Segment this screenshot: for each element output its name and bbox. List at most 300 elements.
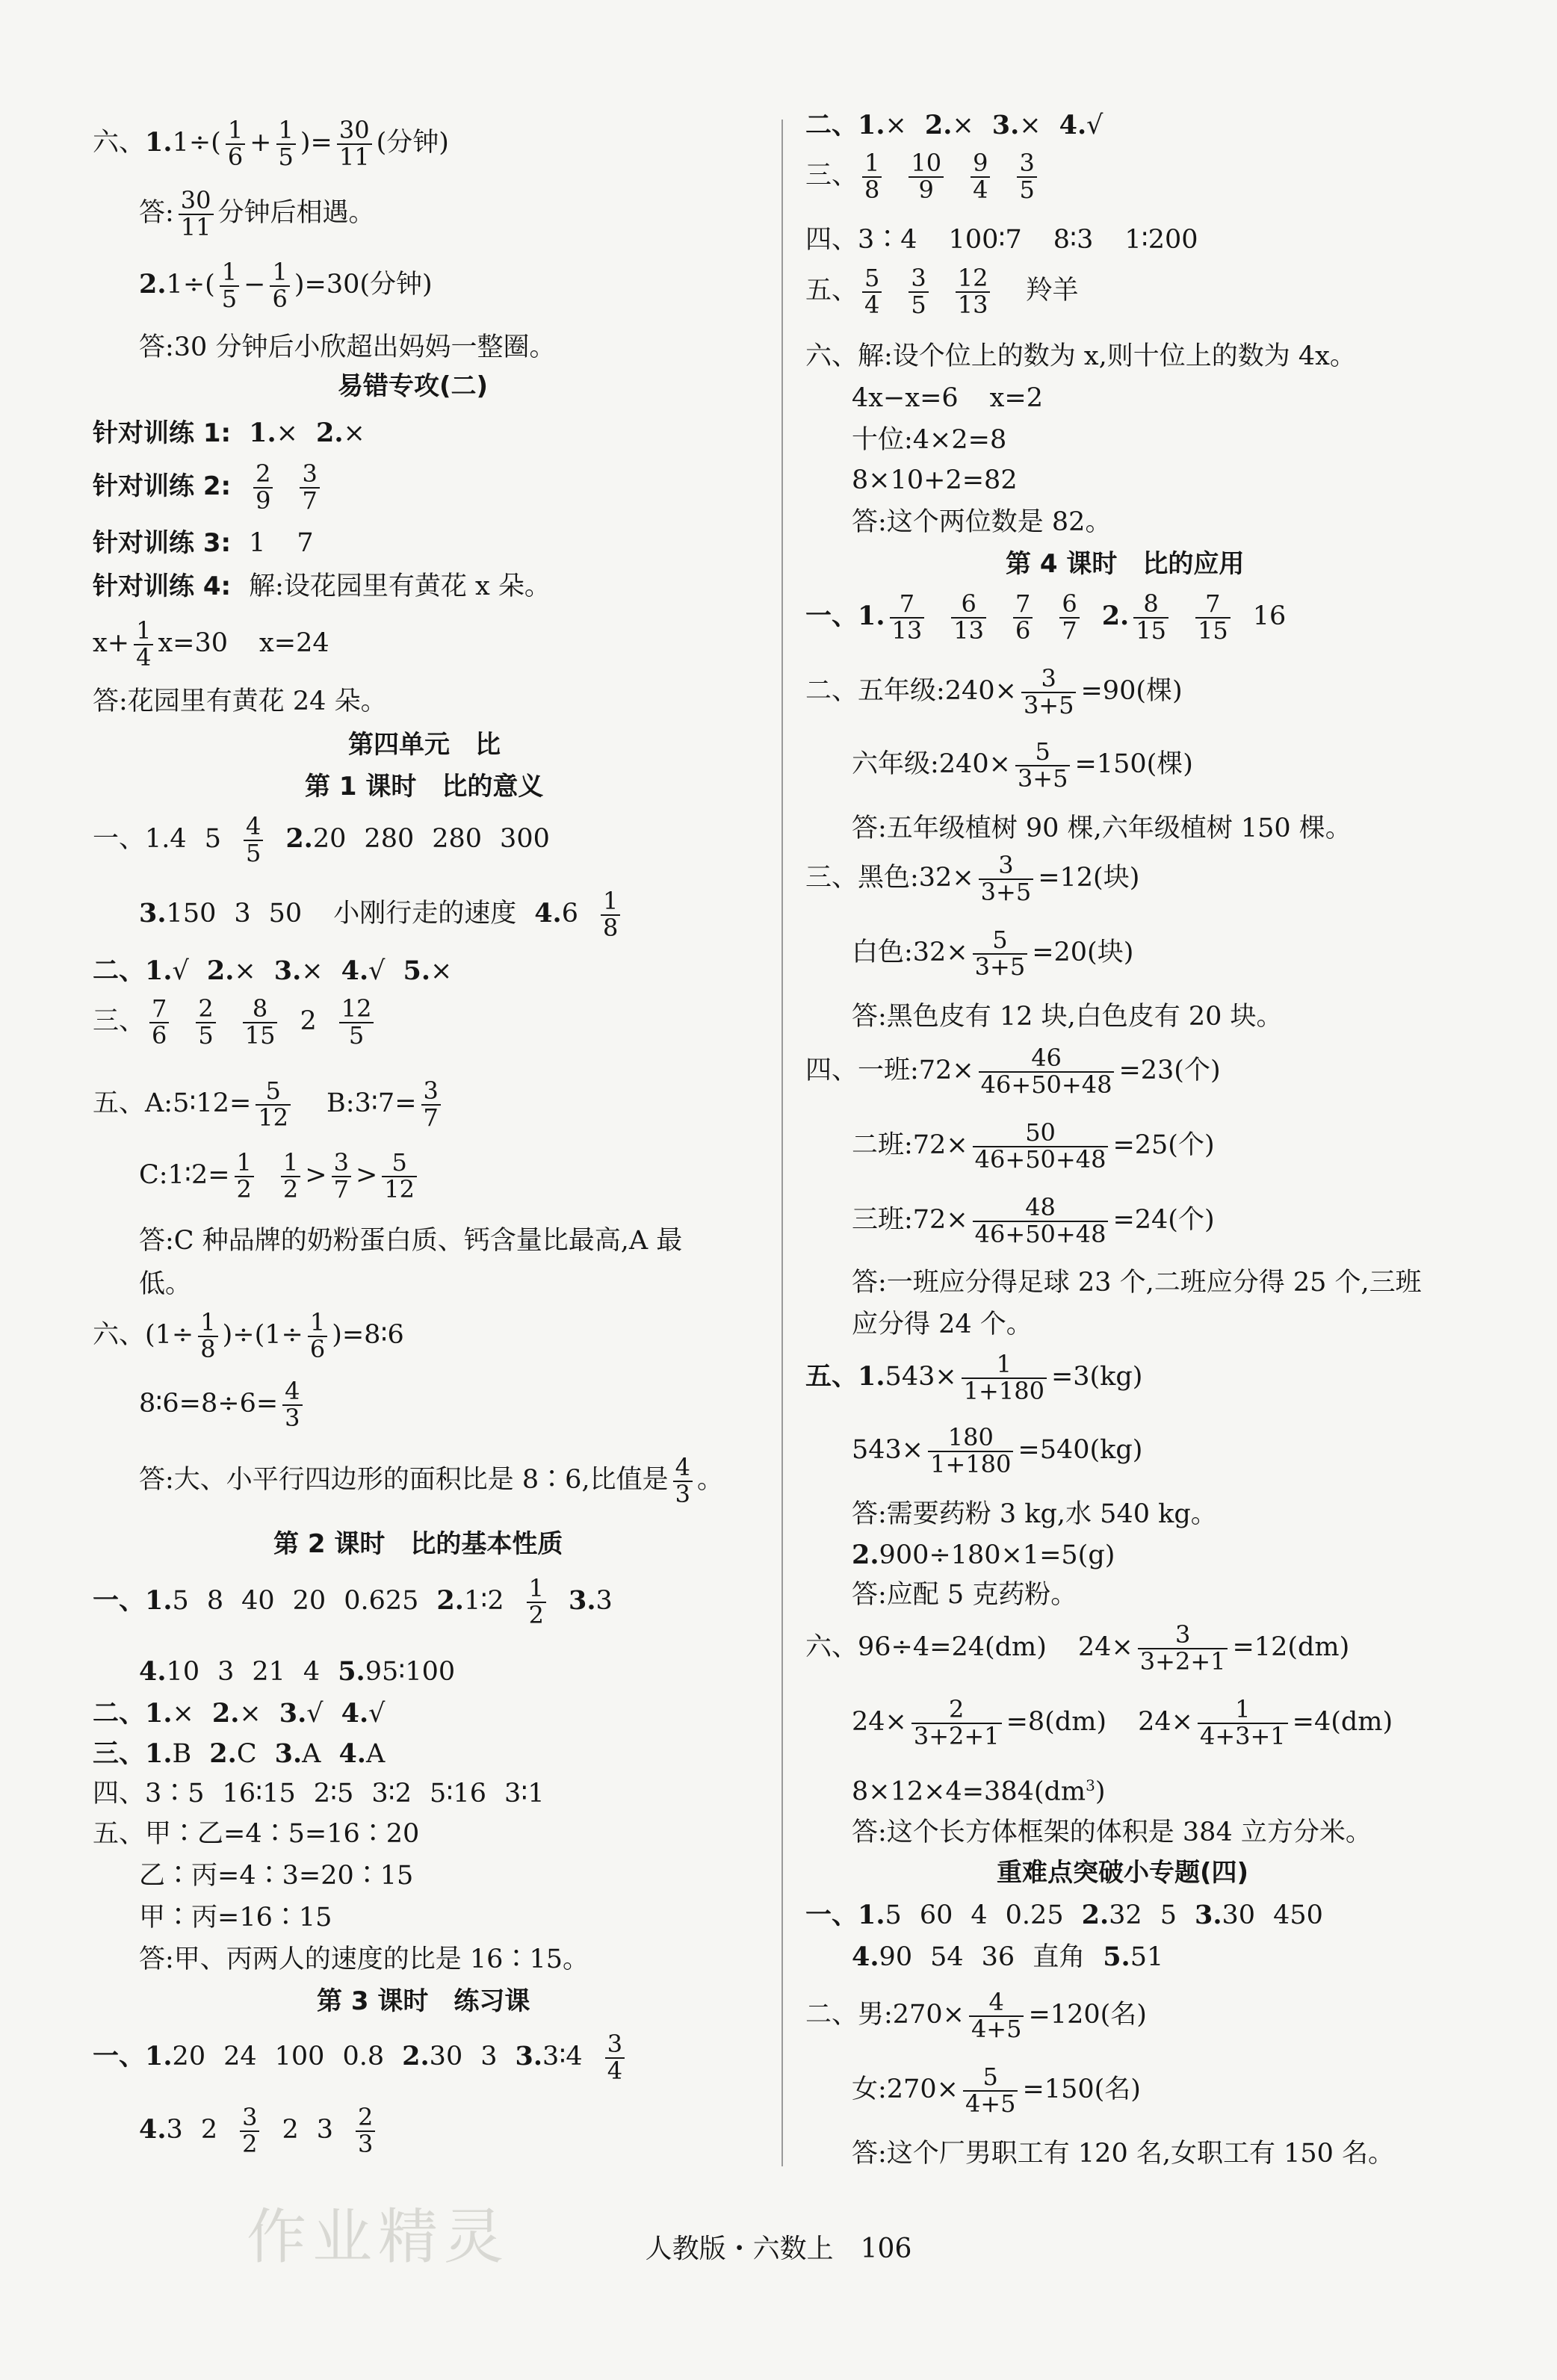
denominator: 8 [864,175,880,204]
numerator: 9 [971,151,990,178]
u14 [852,1425,1142,1477]
numerator: 2 [911,1697,1002,1724]
label: 三、 [805,161,858,191]
text: 4 [170,824,187,855]
fraction [1021,666,1077,718]
text: × [1019,111,1041,140]
denominator: 13 [891,616,923,645]
numerator: 4 [244,814,263,841]
v2 [852,1944,1163,1971]
u21: 答:这个长方体框架的体积是 384 立方分米。 [852,1817,1372,1847]
denominator: 15 [244,1020,276,1050]
text: 30 [1222,1900,1256,1930]
section-heading: 重难点突破小专题(四) [997,1858,1249,1888]
text: 16∶15 [222,1779,296,1809]
num: 4. [338,1738,366,1769]
numerator: 1 [862,151,882,178]
text: 2 [282,2115,299,2145]
numerator: 1 [1198,1697,1288,1724]
p7: 乙∶丙=4∶3=20∶15 [139,1861,414,1891]
u13 [805,1352,1142,1404]
text: 8∶6=8÷6= [139,1389,279,1419]
text: 30 [429,2042,463,2072]
text: )=30(分钟) [294,270,433,300]
text: 白色:32× [852,938,968,968]
u11: 答:一班应分得足球 23 个,二班应分得 25 个,三班 [852,1268,1422,1298]
numerator: 3 [1021,666,1077,693]
numerator: 3 [240,2105,259,2132]
numerator: 1 [308,1310,327,1337]
text: =150(棵) [1074,749,1193,780]
denominator: 3+5 [1023,690,1074,719]
text: 1 [249,528,266,558]
label: 一、1. [93,1585,173,1617]
r1 [805,112,1103,139]
denominator: 4 [607,2056,623,2085]
text: =90(棵) [1080,676,1183,707]
numerator: 1 [226,118,245,145]
u5 [805,853,1139,905]
text: 4x−x=6 [852,383,959,413]
denominator: 6 [309,1334,326,1363]
numerator: 30 [179,188,214,215]
r4 [805,266,1078,317]
page-footer: 人教版・六数上 106 [645,2234,912,2264]
text: × [172,1699,194,1729]
num: 3. [139,898,167,929]
text: =23(个) [1118,1056,1221,1086]
numerator: 5 [973,928,1028,955]
denominator: 46+50+48 [974,1219,1106,1248]
denominator: 3+5 [974,952,1026,981]
text: 5 [1160,1900,1177,1930]
text: × [430,956,453,986]
text: 3 [595,1586,613,1617]
fraction [862,266,882,317]
u15: 答:需要药粉 3 kg,水 540 kg。 [852,1499,1217,1529]
numerator: 7 [1195,592,1231,619]
num: 3. [515,2041,543,2072]
text: x=24 [259,628,329,659]
denominator: 46+50+48 [974,1144,1106,1174]
denominator: 8 [200,1334,216,1363]
text: 3 [234,899,251,929]
text: 54 [930,1942,964,1972]
numerator: 1 [601,889,620,916]
numerator: 3 [332,1150,351,1177]
u19 [852,1697,1393,1749]
text: 24× [1138,1707,1193,1738]
text: 5 [172,1586,189,1617]
num: 2. [315,418,344,448]
fraction [979,853,1034,905]
label: 针对训练 1: [93,418,232,448]
denominator: 11 [338,142,370,171]
text: > [355,1160,378,1191]
text: x=2 [989,383,1044,413]
text: 解:设花园里有黄花 x 朵。 [249,571,551,601]
numerator: 12 [956,266,991,293]
text: 10 [166,1657,200,1687]
text: 900÷180×1=5(g) [879,1540,1115,1570]
text: )= [300,128,332,158]
denominator: 3 [358,2129,374,2158]
text: 1∶200 [1124,225,1198,255]
text: 四、3∶4 [805,225,917,255]
denominator: 2 [282,1174,299,1203]
fraction [1017,151,1036,202]
label: 针对训练 4: [93,571,232,601]
label: 三、1. [93,1738,173,1769]
text: 51 [1130,1942,1164,1972]
fraction [973,1118,1109,1174]
text: 五、A:5∶12= [93,1088,252,1119]
fraction [890,589,925,645]
text: 543× [885,1362,957,1392]
fraction [973,928,1028,979]
text: 280 [432,824,483,855]
u6 [852,928,1133,979]
text: x+ [93,628,130,659]
num: 3. [991,110,1020,140]
numerator: 3 [300,462,319,489]
u3 [852,737,1193,793]
r2 [805,151,1041,202]
text: 20 [312,824,347,855]
text: 3 [217,1657,235,1687]
v3 [805,1990,1147,2042]
numerator: 5 [862,266,882,293]
lesson-heading: 第 2 课时 比的基本性质 [273,1529,563,1559]
text: =4(dm) [1292,1707,1393,1738]
numerator: 1 [962,1352,1047,1379]
text: 8∶3 [1053,225,1094,255]
num: 5. [1103,1942,1130,1972]
text: 50 [268,899,303,929]
label: 二、1. [93,955,173,986]
t6: 答:花园里有黄花 24 朵。 [93,687,387,716]
text: =150(名) [1022,2074,1141,2105]
text: √ [172,956,189,986]
num: 4. [341,955,369,986]
numerator: 2 [356,2105,375,2132]
u12: 应分得 24 个。 [852,1310,1033,1339]
numerator: 5 [256,1079,291,1106]
numerator: 1 [235,1150,254,1177]
text: 280 [364,824,415,855]
fraction [1013,589,1033,645]
denominator: 7 [423,1103,439,1132]
text: 四、3∶5 [93,1779,205,1809]
numerator: 1 [276,118,296,145]
denominator: 4 [864,290,880,319]
num: 2. [1081,1900,1109,1930]
text: 21 [252,1657,285,1687]
text: √ [306,1699,324,1729]
text: =24(个) [1112,1205,1215,1236]
s7: 答:C 种品牌的奶粉蛋白质、钙含量比最高,A 最 [139,1226,683,1256]
label: 二、1. [805,110,885,140]
text: )÷(1÷ [222,1320,303,1351]
text: 羚羊 [1026,276,1079,306]
denominator: 4+5 [971,2014,1022,2043]
denominator: 46+50+48 [980,1070,1112,1099]
r5: 六、解:设个位上的数为 x,则十位上的数为 4x。 [805,341,1356,371]
section-heading: 易错专攻(二) [338,371,489,401]
text: 分钟后相遇。 [217,198,375,229]
denominator: 4+3+1 [1199,1721,1286,1750]
text: =20(块) [1032,938,1134,968]
denominator: 13 [953,616,984,645]
numerator: 180 [928,1425,1013,1452]
text: 5 [204,824,221,855]
r6 [852,385,1043,412]
denominator: 6 [227,142,244,171]
num: 4. [139,1656,167,1687]
text: × [952,111,974,140]
text: 100∶7 [948,225,1022,255]
text: A [365,1739,386,1769]
text: 32 [1109,1900,1142,1930]
text: 2 [300,1006,317,1037]
fraction [1015,737,1071,793]
fraction [1133,589,1168,645]
num: 2. [402,2041,430,2072]
text: C [236,1739,257,1769]
num: 2. [436,1585,464,1617]
num: 4. [534,898,562,929]
num: 2. [211,1698,240,1729]
watermark: 作业精灵 [247,2202,510,2272]
numerator: 7 [1013,592,1033,619]
denominator: 13 [957,290,988,319]
label: 五、 [805,276,858,306]
numerator: 30 [337,118,372,145]
text: 24× [852,1707,907,1738]
text: 二、男:270× [805,2000,965,2030]
num: 1. [145,127,173,158]
denominator: 3+5 [1017,763,1068,793]
text: 36 [981,1942,1015,1972]
text: 3 [480,2042,498,2072]
text: 6 [561,899,579,929]
fraction [963,2065,1018,2116]
text: − [244,270,266,300]
text: 2∶5 [313,1779,354,1809]
text: 直角 [1033,1942,1086,1972]
text: B [172,1739,192,1769]
text: 24 [223,2042,257,2072]
text: 3 [316,2115,334,2145]
fraction [862,151,882,202]
text: 3∶2 [371,1779,412,1809]
u1 [805,589,1287,645]
label: 二、1. [93,1698,173,1729]
text: B:3∶7= [326,1088,417,1119]
text: × [276,418,298,448]
text: 1÷( [172,128,221,158]
denominator: 2 [236,1174,252,1203]
label: 针对训练 3: [93,528,232,558]
s8: 低。 [139,1269,192,1299]
text: 0.25 [1005,1900,1064,1930]
fraction [979,1046,1115,1097]
u8 [805,1046,1221,1097]
text: × [885,111,907,140]
u16 [852,1542,1115,1569]
text: 答: [139,198,174,229]
u17: 答:应配 5 克药粉。 [852,1580,1077,1610]
denominator: 7 [1062,616,1077,645]
numerator: 12 [339,997,374,1023]
fraction [1059,589,1079,645]
text: x=30 [158,628,229,659]
text: 0.8 [342,2042,385,2072]
v5: 答:这个厂男职工有 120 名,女职工有 150 名。 [852,2139,1395,2169]
text: 4 [303,1657,321,1687]
text: =8(dm) [1006,1707,1107,1738]
denominator: 5 [278,142,294,171]
denominator: 4+5 [965,2089,1016,2118]
text: 。 [696,1465,723,1496]
l4: 答:30 分钟后小欣超出妈妈一整圈。 [139,332,556,362]
label: 针对训练 2: [93,471,232,502]
text: √ [1086,111,1103,140]
num: 3. [274,1738,303,1769]
numerator: 1 [198,1310,217,1337]
denominator: 12 [258,1103,289,1132]
fraction [962,1352,1047,1404]
label: 一、1. [93,2041,173,2072]
label: 一、1. [805,601,885,632]
fraction [956,266,991,317]
text: =540(kg) [1018,1435,1143,1466]
num: 3. [1194,1900,1222,1930]
text: 小刚行走的速度 [333,899,517,929]
numerator: 10 [908,151,944,178]
num: 3. [273,955,302,986]
text: 三、黑色:32× [805,863,974,893]
numerator: 2 [253,462,273,489]
num: 5. [403,955,431,986]
denominator: 6 [152,1020,167,1050]
numerator: 3 [1138,1623,1228,1649]
text: =12(块) [1038,863,1140,893]
num: 2. [1101,601,1130,632]
num: 2. [209,1738,237,1769]
text: 0.625 [344,1586,419,1617]
text: 95∶100 [365,1657,456,1687]
label: 一、1. [93,824,170,855]
numerator: 2 [196,997,215,1023]
numerator: 3 [908,266,928,293]
text: 3∶4 [542,2042,583,2072]
text: 16 [1252,601,1287,632]
numerator: 7 [890,592,925,619]
numerator: 46 [979,1046,1115,1073]
text: 答:大、小平行四边形的面积比是 8∶6,比值是 [139,1465,669,1496]
denominator: 8 [603,913,619,942]
numerator: 7 [149,997,169,1023]
r9: 答:这个两位数是 82。 [852,507,1112,537]
denominator: 3 [675,1479,690,1508]
denominator: 6 [1015,616,1031,645]
text: 六年级:240× [852,749,1011,780]
fraction [969,1990,1024,2042]
text: C:1∶2= [139,1160,230,1191]
denominator: 5 [221,284,238,313]
text: 六、(1÷ [93,1320,194,1351]
numerator: 6 [1059,592,1079,619]
text: 100 [274,2042,325,2072]
numerator: 6 [951,592,986,619]
p9: 答:甲、丙两人的速度的比是 16∶15。 [139,1944,589,1974]
fraction [1195,589,1231,645]
text: + [250,128,272,158]
denominator: 5 [245,838,261,867]
text: 60 [919,1900,953,1930]
text: 7 [297,528,314,558]
fraction [1198,1697,1288,1749]
num: 4. [341,1698,369,1729]
text: =12(dm) [1232,1632,1350,1663]
denominator: 5 [198,1020,214,1050]
u2 [805,666,1183,718]
text: × [239,1699,261,1729]
p6: 五、甲∶乙=4∶5=16∶20 [93,1819,420,1849]
p8: 甲∶丙=16∶15 [139,1903,332,1933]
numerator: 5 [963,2065,1018,2092]
denominator: 6 [272,284,288,313]
denominator: 9 [918,175,934,204]
column-divider [781,120,783,2166]
text: 四、一班:72× [805,1056,974,1086]
text: > [305,1160,327,1191]
u20 [852,1778,1106,1806]
numerator: 4 [673,1455,693,1482]
num: 5. [338,1656,365,1687]
denominator: 9 [256,486,271,515]
numerator: 48 [973,1195,1109,1222]
v1 [805,1902,1323,1929]
num: 1. [249,418,276,448]
numerator: 4 [282,1379,302,1406]
text: )=8∶6 [332,1320,404,1351]
text: (分钟) [376,128,449,158]
numerator: 3 [605,2032,625,2059]
text: 1∶2 [463,1586,504,1617]
fraction [973,1195,1109,1247]
u10 [852,1195,1215,1247]
text: 女:270× [852,2074,959,2105]
fraction [1138,1620,1228,1676]
num: 3. [568,1585,596,1617]
unit-heading: 第四单元 比 [348,730,501,760]
text: 5 [885,1900,902,1930]
superscript: 3 [1086,1776,1095,1794]
denominator: 3+2+1 [1139,1646,1226,1676]
numerator: 3 [979,853,1034,880]
text: 543× [852,1435,924,1466]
num: 2. [924,110,953,140]
denominator: 3+5 [980,877,1032,906]
denominator: 5 [348,1020,365,1050]
fraction [928,1425,1013,1477]
denominator: 5 [911,290,926,319]
text: 40 [241,1586,275,1617]
text: 20 [172,2042,206,2072]
text: 450 [1273,1900,1323,1930]
